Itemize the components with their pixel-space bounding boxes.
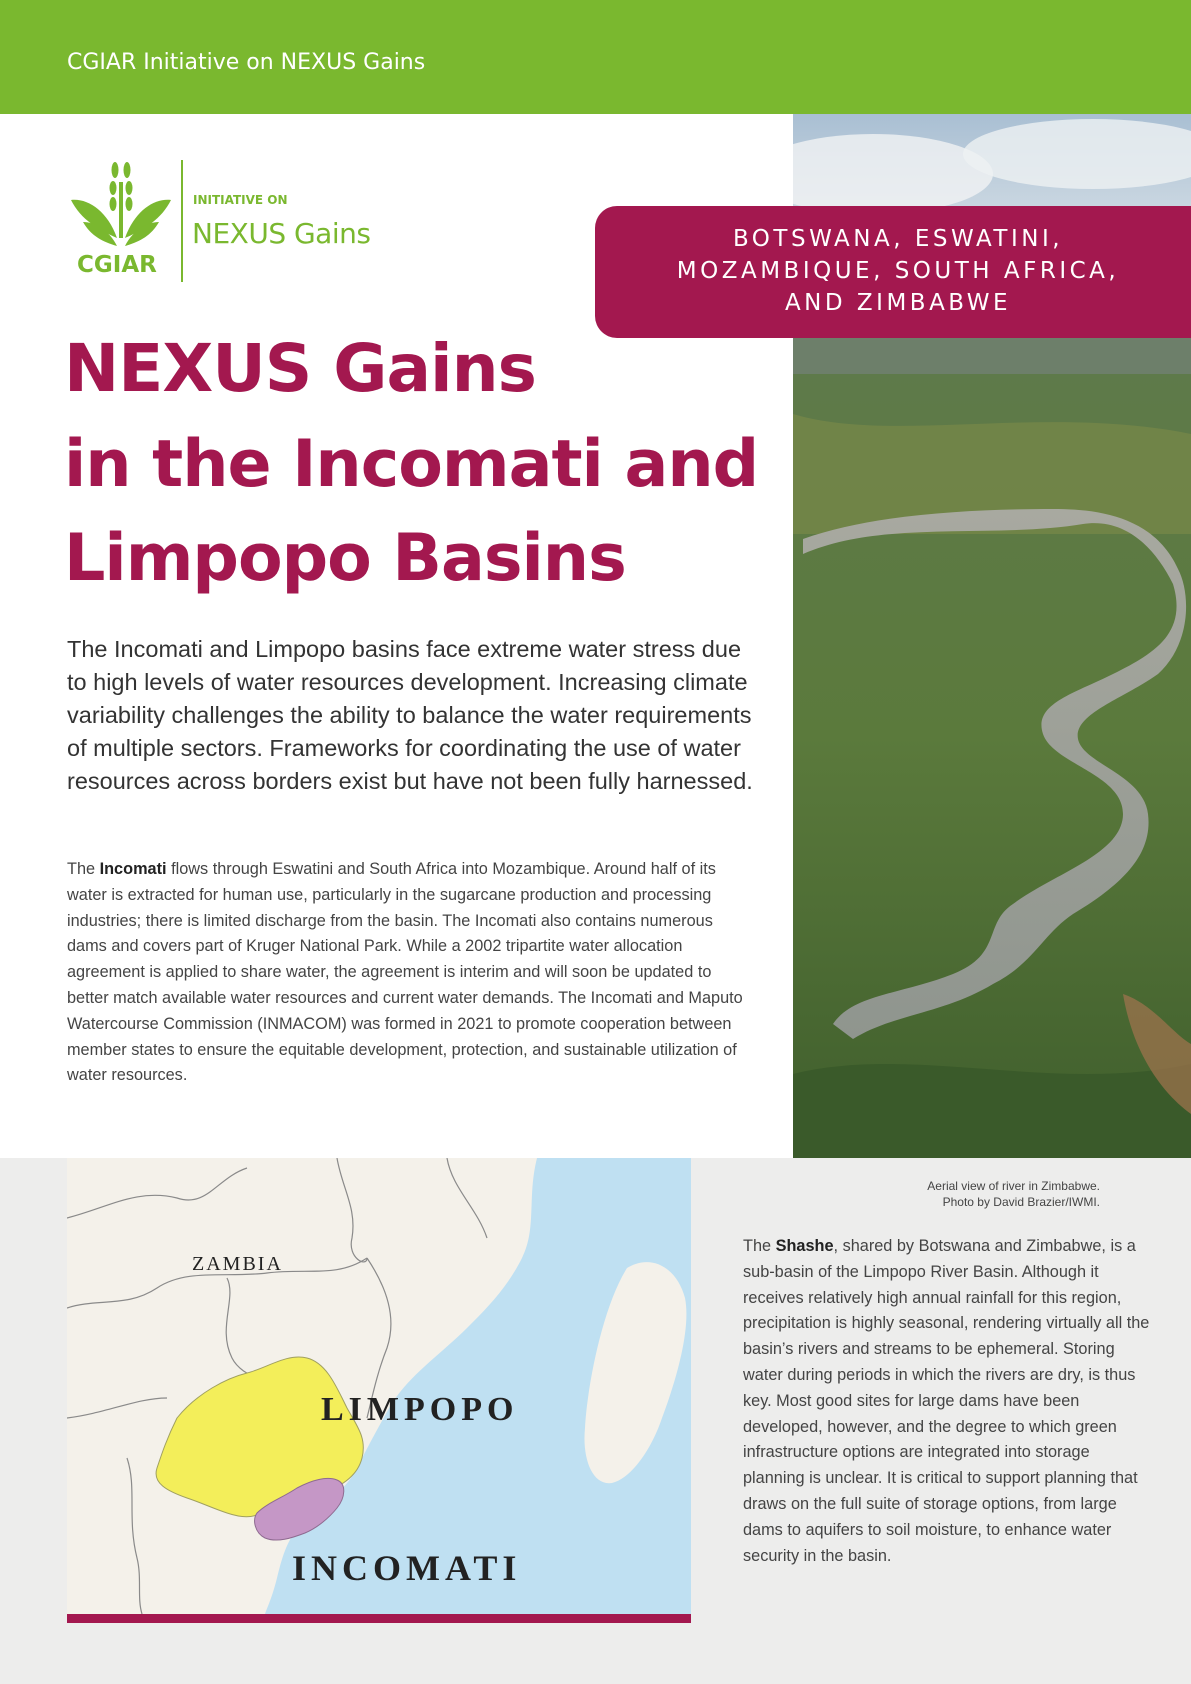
incomati-prefix: The: [67, 860, 100, 878]
map-underline: [67, 1614, 691, 1623]
wheat-leaf-icon: [67, 160, 177, 255]
photo-caption-line-1: Aerial view of river in Zimbabwe.: [927, 1179, 1100, 1193]
countries-line-1: BOTSWANA, ESWATINI,: [732, 226, 1064, 252]
shashe-prefix: The: [743, 1237, 776, 1255]
basin-map: [67, 1158, 691, 1614]
incomati-body: flows through Eswatini and South Africa into Mozambique. Around half of its water is extracted for human use, particularly in the sugarcane production and processing industries; there is limited discharge from the basin. The Incomati also contains numerous dams and covers part of Kruger National Park. While a 2002 tripartite water allocation agreement is applied to share water, the agreement is interim and will soon be updated to better match available water resources and current water demands. The Incomati and Maputo Watercourse Commission (INMACOM) was formed in 2021 to promote cooperation between member states to ensure the equitable development, protection, and sustainable utilization of water resources.: [67, 860, 743, 1085]
lead-paragraph: The Incomati and Limpopo basins face extreme water stress due to high levels of water resources development. Increasing climate variability challenges the ability to balance the water requirements of multiple sectors. Frameworks for coordinating the use of water resources across borders exist but have not been fully harnessed.: [67, 636, 753, 794]
map-label-zambia: ZAMBIA: [192, 1253, 283, 1275]
logo-initiative-name: NEXUS Gains: [192, 217, 371, 250]
countries-banner: [595, 206, 1191, 338]
header-bar: [0, 0, 1191, 114]
shashe-body: , shared by Botswana and Zimbabwe, is a sub-basin of the Limpopo River Basin. Although it receives relatively high annual rainfall for this region, precipitation is highly seasonal, rendering virtually all the basin’s rivers and streams to be ephemeral. Storing water during periods in which the rivers are dry, is thus key. Most good sites for large dams have been developed, however, and the degree to which green infrastructure options are integrated into storage planning is unclear. It is critical to support planning that draws on the full suite of storage options, from large dams to aquifers to soil moisture, to enhance water security in the basin.: [743, 1237, 1150, 1565]
countries-line-3: AND ZIMBABWE: [784, 290, 1012, 316]
logo-initiative-label: INITIATIVE ON: [193, 193, 288, 207]
shashe-paragraph: [743, 1234, 1153, 1569]
map-label-incomati: INCOMATI: [292, 1548, 522, 1588]
header-bar-text: CGIAR Initiative on NEXUS Gains: [67, 50, 426, 75]
logo-divider: [181, 160, 183, 282]
shashe-bold-term: Shashe: [775, 1237, 834, 1255]
logo-org-name: CGIAR: [77, 252, 157, 278]
photo-caption: [800, 1178, 1100, 1210]
countries-line-2: MOZAMBIQUE, SOUTH AFRICA,: [676, 258, 1120, 284]
map-label-limpopo: LIMPOPO: [321, 1391, 519, 1428]
cgiar-nexus-logo: [67, 160, 387, 286]
photo-caption-line-2: Photo by David Brazier/IWMI.: [942, 1195, 1100, 1209]
incomati-paragraph: [67, 857, 747, 1089]
page-title-line-1: NEXUS Gains: [64, 330, 536, 407]
incomati-bold-term: Incomati: [99, 860, 167, 878]
page-title-line-2: in the Incomati and Limpopo Basins: [64, 427, 759, 596]
